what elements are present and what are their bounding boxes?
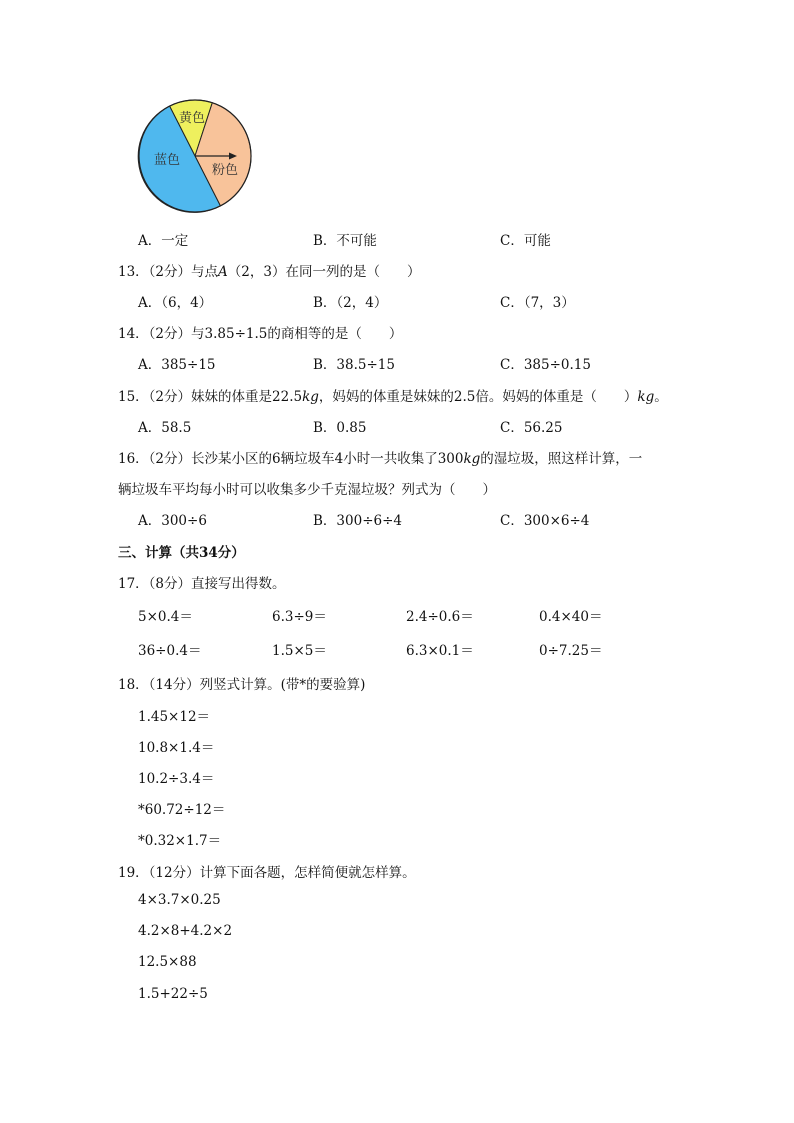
q16-option-b[interactable]: B．300÷6÷4 xyxy=(313,513,402,529)
q18-item: 10.8×1.4＝ xyxy=(138,740,215,756)
q18-item: *60.72÷12＝ xyxy=(138,802,226,818)
q18-item: 1.45×12＝ xyxy=(138,709,211,725)
q17-item: 0.4×40＝ xyxy=(539,609,603,625)
q19-item: 12.5×88 xyxy=(138,954,197,970)
q12-option-b[interactable]: B．不可能 xyxy=(313,233,377,249)
q14-option-a[interactable]: A．385÷15 xyxy=(138,357,216,373)
q16-line1-a: 16．（2分）长沙某小区的6辆垃圾车4小时一共收集了300 xyxy=(118,451,464,467)
q13-stem xyxy=(118,260,420,280)
spinner-svg xyxy=(134,98,256,218)
q17-item: 6.3×0.1＝ xyxy=(406,643,474,659)
spinner-label-yellow: 黄色 xyxy=(179,111,206,126)
q13-stem-pre: 13．（2分）与点 xyxy=(118,264,219,280)
q15-stem-b: ，妈妈的体重是妹妹的2.5倍。妈妈的体重是（ ） xyxy=(318,389,638,405)
q18-item: 10.2÷3.4＝ xyxy=(138,771,215,787)
q16-unit: kg xyxy=(463,451,481,467)
q14-option-c[interactable]: C．385÷0.15 xyxy=(500,357,591,373)
section-title: 三、计算（共34分） xyxy=(118,545,245,561)
q15-unit2: kg xyxy=(637,389,655,405)
q15-option-c[interactable]: C．56.25 xyxy=(500,420,563,436)
q15-stem-a: 15．（2分）妹妹的体重是22.5 xyxy=(118,389,303,405)
q13-point-letter: A xyxy=(218,264,228,280)
q17-item: 6.3÷9＝ xyxy=(272,609,327,625)
q17-item: 5×0.4＝ xyxy=(138,609,193,625)
q17-item: 36÷0.4＝ xyxy=(138,643,202,659)
q16-line1-b: 的湿垃圾，照这样计算，一 xyxy=(480,451,643,467)
spinner-label-pink: 粉色 xyxy=(212,163,239,178)
q18-stem: 18．（14分）列竖式计算。(带*的要验算) xyxy=(118,677,366,693)
q16-option-a[interactable]: A．300÷6 xyxy=(138,513,207,529)
q19-item: 1.5+22÷5 xyxy=(138,986,208,1002)
q13-option-a[interactable]: A．（6，4） xyxy=(138,295,213,311)
q14-stem: 14．（2分）与3.85÷1.5的商相等的是（ ） xyxy=(118,326,403,342)
q14-option-b[interactable]: B．38.5÷15 xyxy=(313,357,395,373)
spinner-figure xyxy=(134,98,256,218)
q15-option-b[interactable]: B．0.85 xyxy=(313,420,367,436)
q17-item: 0÷7.25＝ xyxy=(539,643,603,659)
q19-item: 4.2×8+4.2×2 xyxy=(138,923,233,939)
q12-option-a[interactable]: A．一定 xyxy=(138,233,189,249)
q13-option-c[interactable]: C．（7，3） xyxy=(500,295,575,311)
q12-option-c[interactable]: C．可能 xyxy=(500,233,551,249)
q13-option-b[interactable]: B．（2，4） xyxy=(313,295,388,311)
q16-stem-line2: 辆垃圾车平均每小时可以收集多少千克湿垃圾？列式为（ ） xyxy=(118,482,496,498)
q15-stem xyxy=(118,385,668,405)
q15-option-a[interactable]: A．58.5 xyxy=(138,420,192,436)
q17-item: 2.4÷0.6＝ xyxy=(406,609,474,625)
q15-unit1: kg xyxy=(302,389,319,405)
q16-option-c[interactable]: C．300×6÷4 xyxy=(500,513,590,529)
q15-stem-c: 。 xyxy=(654,389,668,405)
q17-item: 1.5×5＝ xyxy=(272,643,327,659)
spinner-label-blue: 蓝色 xyxy=(154,153,181,168)
q17-stem: 17．（8分）直接写出得数。 xyxy=(118,576,286,592)
q19-item: 4×3.7×0.25 xyxy=(138,892,221,908)
q19-stem: 19．（12分）计算下面各题，怎样简便就怎样算。 xyxy=(118,865,416,881)
q16-stem-line1 xyxy=(118,447,642,467)
q13-stem-post: （2，3）在同一列的是（ ） xyxy=(227,264,421,280)
q18-item: *0.32×1.7＝ xyxy=(138,833,222,849)
